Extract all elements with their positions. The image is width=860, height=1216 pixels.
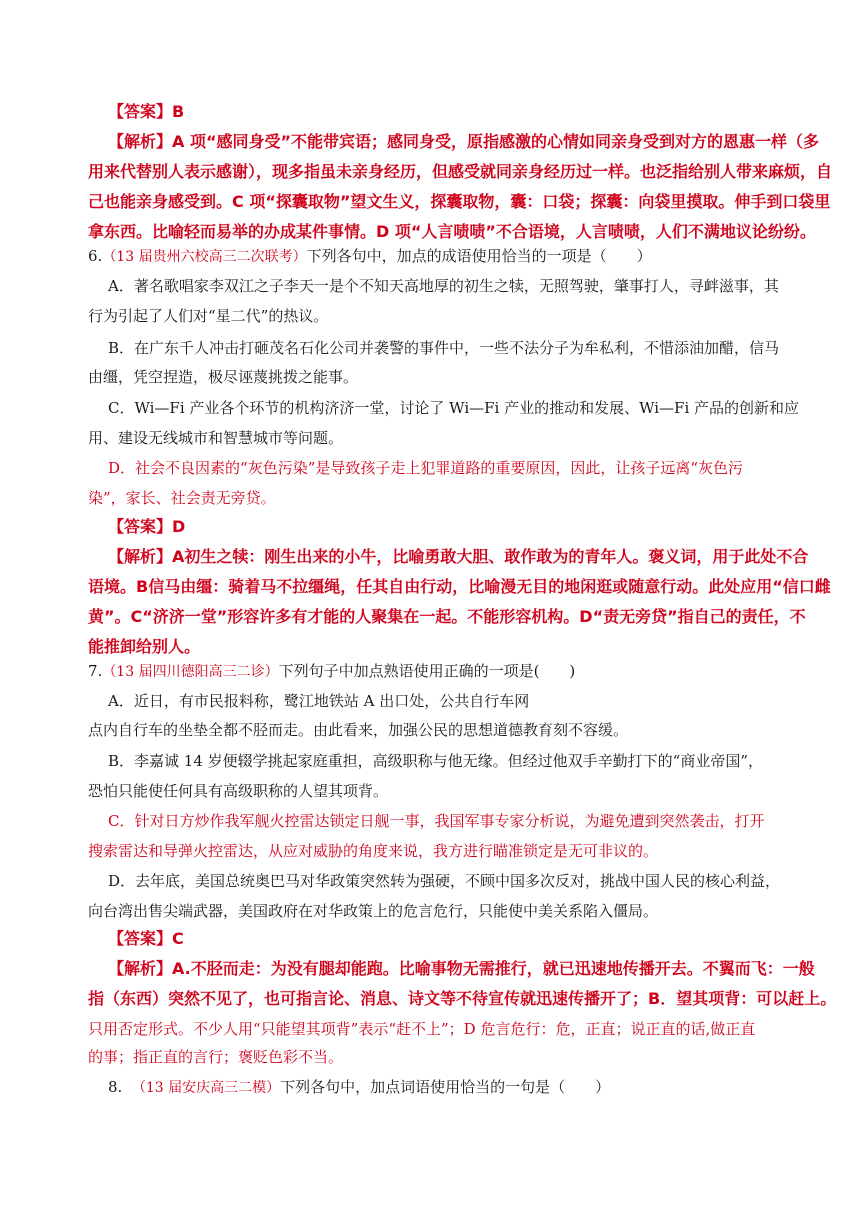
q6-option-a-line-1: A．著名歌唱家李双江之子李天一是个不知天高地厚的初生之犊，无照驾驶，肇事打人，寻衅滋事，其: [108, 277, 779, 295]
q7-analysis-line-1: 【解析】A.不胫而走：为没有腿却能跑。比喻事物无需推行，就已迅速地传播开去。不翼而飞：一般: [108, 959, 815, 978]
q6-analysis-line-2: 语境。B信马由缰：骑着马不拉缰绳，任其自由行动，比喻漫无目的地闲逛或随意行动。此处应用“信口雌: [88, 577, 831, 596]
q6-analysis-line-3: 黄”。C“济济一堂”形容许多有才能的人聚集在一起。不能形容机构。D“责无旁贷”指自己的责任，不: [88, 607, 806, 626]
q7-analysis-line-4: 的事；指正直的言行；褒贬色彩不当。: [88, 1048, 344, 1066]
q6-option-b-line-1: B．在广东千人冲击打砸茂名石化公司并袭警的事件中，一些不法分子为牟私利，不惜添油加醋，信马: [108, 339, 780, 357]
q6-number: 6.: [88, 247, 103, 265]
q5-analysis-line-3: 己也能亲身感受到。C 项“探囊取物”望文生义，探囊取物，囊：口袋；探囊：向袋里摸取。伸手到口袋里: [88, 192, 831, 211]
q6-answer-label: 【答案】D: [108, 517, 186, 536]
q7-stem: 下列句子中加点熟语使用正确的一项是( ): [278, 662, 576, 680]
q6-option-d-line-2: 染”，家长、社会责无旁贷。: [88, 489, 276, 507]
q6-heading: [88, 245, 652, 268]
q7-option-d-line-2: 向台湾出售尖端武器，美国政府在对华政策上的危言危行，只能使中美关系陷入僵局。: [88, 902, 659, 920]
q7-option-c-line-2: 搜索雷达和导弹火控雷达，从应对威胁的角度来说，我方进行瞄准锁定是无可非议的。: [88, 842, 659, 860]
q7-analysis-line-2: 指（东西）突然不见了，也可指言论、消息、诗文等不待宣传就迅速传播开了；B．望其项背：可以赶上。: [88, 989, 837, 1008]
q8-source: （13 届安庆高三二模）: [131, 1080, 281, 1096]
q5-analysis-line-2: 用来代替别人表示感谢），现多指虽未亲身经历，但感受就同亲身经历过一样。也泛指给别人带来麻烦，自: [88, 162, 833, 181]
q8-number: 8.: [108, 1078, 123, 1096]
q7-option-a-line-1: A．近日，有市民报料称，鹭江地铁站 A 出口处，公共自行车网: [108, 692, 530, 710]
q7-option-d-line-1: D．去年底，美国总统奥巴马对华政策突然转为强硬，不顾中国多次反对，挑战中国人民的核心利益，: [108, 872, 781, 890]
q5-answer-label: 【答案】B: [108, 102, 185, 121]
q6-stem: 下列各句中，加点的成语使用恰当的一项是（ ）: [306, 247, 652, 265]
q8-heading: [108, 1076, 610, 1099]
q5-analysis-line-4: 拿东西。比喻轻而易举的办成某件事情。D 项“人言啧啧”不合语境，人言啧啧，人们不满地议论纷纷。: [88, 222, 816, 241]
q7-option-b-line-1: B．李嘉诚 14 岁便辍学挑起家庭重担，高级职称与他无缘。但经过他双手辛勤打下的“商业帝国”，: [108, 752, 763, 770]
q7-option-c-line-1: C．针对日方炒作我军舰火控雷达锁定日舰一事，我国军事专家分析说，为避免遭到突然袭击，打开: [108, 812, 765, 830]
q7-number: 7.: [88, 662, 103, 680]
q6-source: （13 届贵州六校高三二次联考）: [102, 249, 307, 265]
q6-option-a-line-2: 行为引起了人们对“星二代”的热议。: [88, 307, 329, 325]
q6-option-d-line-1: D．社会不良因素的“灰色污染”是导致孩子走上犯罪道路的重要原因，因此，让孩子远离“灰色污: [108, 459, 744, 477]
q7-option-b-line-2: 恐怕只能使任何具有高级职称的人望其项背。: [88, 782, 389, 800]
q6-option-c-line-1: C．Wi—Fi 产业各个环节的机构济济一堂，讨论了 Wi—Fi 产业的推动和发展、Wi—Fi 产品的创新和应: [108, 399, 800, 417]
q6-analysis-line-4: 能推卸给别人。: [88, 637, 201, 656]
q7-heading: [88, 660, 575, 683]
q6-option-b-line-2: 由缰，凭空捏造，极尽诬蔑挑拨之能事。: [88, 368, 359, 386]
q6-analysis-line-1: 【解析】A初生之犊：刚生出来的小牛，比喻勇敢大胆、敢作敢为的青年人。褒义词，用于此处不合: [108, 547, 809, 566]
q7-option-a-line-2: 点内自行车的坐垫全都不胫而走。由此看来，加强公民的思想道德教育刻不容缓。: [88, 721, 629, 739]
q7-analysis-line-3: 只用否定形式。不少人用“只能望其项背”表示“赶不上”；D 危言危行：危，正直；说正直的话,做正直: [88, 1020, 756, 1038]
q5-analysis-line-1: 【解析】A 项“感同身受”不能带宾语；感同身受，原指感激的心情如同亲身受到对方的恩惠一样（多: [108, 132, 819, 151]
q7-source: （13 届四川德阳高三二诊）: [102, 664, 279, 680]
q6-option-c-line-2: 用、建设无线城市和智慧城市等问题。: [88, 429, 344, 447]
q8-stem: 下列各句中，加点词语使用恰当的一句是（ ）: [280, 1078, 611, 1096]
q7-answer-label: 【答案】C: [108, 929, 184, 948]
